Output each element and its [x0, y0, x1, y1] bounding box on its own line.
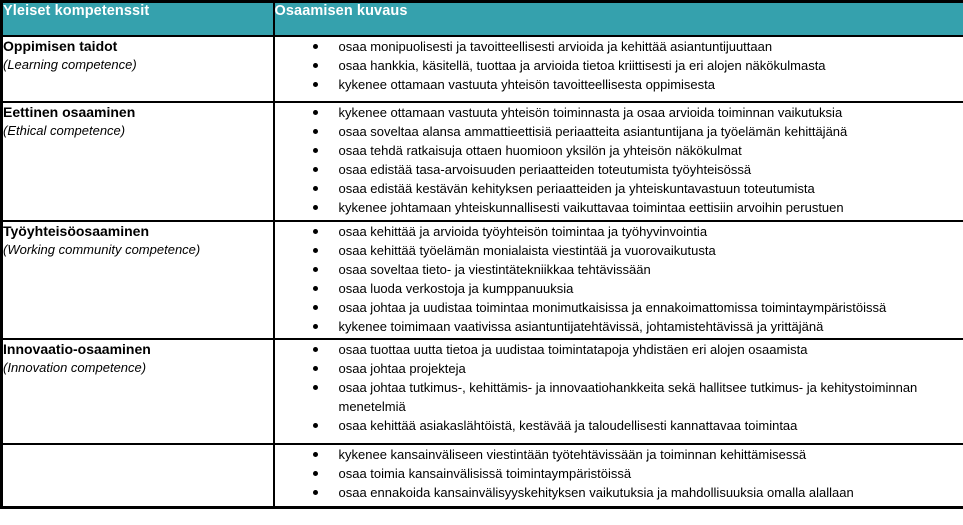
bullet-item: osaa tuottaa uutta tietoa ja uudistaa toimintatapoja yhdistäen eri alojen osaamista — [311, 340, 963, 359]
bullet-item: osaa soveltaa tieto- ja viestintätekniikkaa tehtävissään — [311, 260, 963, 279]
description-cell — [274, 444, 963, 508]
bullet-item: osaa johtaa tutkimus-, kehittämis- ja innovaatiohankkeita sekä hallitsee tutkimus- ja kehitystoiminnan menetelmiä — [311, 378, 963, 416]
bullet-item: kykenee kansainväliseen viestintään työtehtävissään ja toiminnan kehittämisessä — [311, 445, 963, 464]
bullet-item: osaa toimia kansainvälisissä toimintaympäristöissä — [311, 464, 963, 483]
category-title: Eettinen osaaminen — [3, 103, 136, 120]
bullet-item: kykenee ottamaan vastuuta yhteisön toiminnasta ja osaa arvioida toiminnan vaikutuksia — [311, 103, 963, 122]
category-cell — [2, 221, 274, 339]
column-header-osaamisen-kuvaus: Osaamisen kuvaus — [274, 2, 963, 36]
bullet-item: kykenee johtamaan yhteiskunnallisesti vaikuttavaa toimintaa eettisiin arvoihin perustuen — [311, 198, 963, 217]
category-title: Työyhteisöosaaminen — [3, 222, 150, 239]
description-cell — [274, 221, 963, 339]
bullet-item: osaa edistää tasa-arvoisuuden periaatteiden toteutumista työyhteisössä — [311, 160, 963, 179]
description-cell — [274, 339, 963, 444]
bullet-list — [275, 37, 963, 94]
table-row — [2, 221, 963, 339]
bullet-item: osaa hankkia, käsitellä, tuottaa ja arvioida tietoa kriittisesti ja eri alojen näkökulmasta — [311, 56, 963, 75]
bullet-item: osaa johtaa projekteja — [311, 359, 963, 378]
bullet-item: osaa tehdä ratkaisuja ottaen huomioon yksilön ja yhteisön näkökulmat — [311, 141, 963, 160]
category-cell — [2, 36, 274, 102]
category-title: Innovaatio-osaaminen — [3, 340, 151, 357]
bullet-item: osaa ennakoida kansainvälisyyskehityksen vaikutuksia ja mahdollisuuksia omalla alallaan — [311, 483, 963, 502]
header-row — [2, 2, 963, 36]
bullet-list — [275, 340, 963, 435]
bullet-item: kykenee ottamaan vastuuta yhteisön tavoitteellisesta oppimisesta — [311, 75, 963, 94]
category-cell-empty — [2, 444, 274, 508]
table-row — [2, 36, 963, 102]
bullet-item: osaa soveltaa alansa ammattieettisiä periaatteita asiantuntijana ja työelämän kehittäjänä — [311, 122, 963, 141]
bullet-item: osaa kehittää asiakaslähtöistä, kestävää ja taloudellisesti kannattavaa toimintaa — [311, 416, 963, 435]
bullet-item: osaa johtaa ja uudistaa toimintaa monimutkaisissa ja ennakoimattomissa toimintaympäristöissä — [311, 298, 963, 317]
description-cell — [274, 36, 963, 102]
bullet-list — [275, 103, 963, 217]
category-translation: (Working community competence) — [3, 241, 201, 257]
category-cell — [2, 102, 274, 221]
category-cell — [2, 339, 274, 444]
category-translation: (Learning competence) — [3, 56, 137, 72]
category-translation: (Ethical competence) — [3, 122, 126, 138]
column-header-yleiset-kompetenssit: Yleiset kompetenssit — [2, 2, 274, 36]
table-row — [2, 102, 963, 221]
table-row — [2, 444, 963, 508]
category-translation: (Innovation competence) — [3, 359, 147, 375]
category-title: Oppimisen taidot — [3, 37, 118, 54]
bullet-list — [275, 445, 963, 502]
bullet-item: osaa edistää kestävän kehityksen periaatteiden ja yhteiskuntavastuun toteutumista — [311, 179, 963, 198]
bullet-item: osaa kehittää työelämän monialaista viestintää ja vuorovaikutusta — [311, 241, 963, 260]
bullet-item: kykenee toimimaan vaativissa asiantuntijatehtävissä, johtamistehtävissä ja yrittäjänä — [311, 317, 963, 336]
bullet-item: osaa monipuolisesti ja tavoitteellisesti arvioida ja kehittää asiantuntijuuttaan — [311, 37, 963, 56]
bullet-item: osaa luoda verkostoja ja kumppanuuksia — [311, 279, 963, 298]
description-cell — [274, 102, 963, 221]
bullet-list — [275, 222, 963, 336]
bullet-item: osaa kehittää ja arvioida työyhteisön toimintaa ja työhyvinvointia — [311, 222, 963, 241]
table-row — [2, 339, 963, 444]
